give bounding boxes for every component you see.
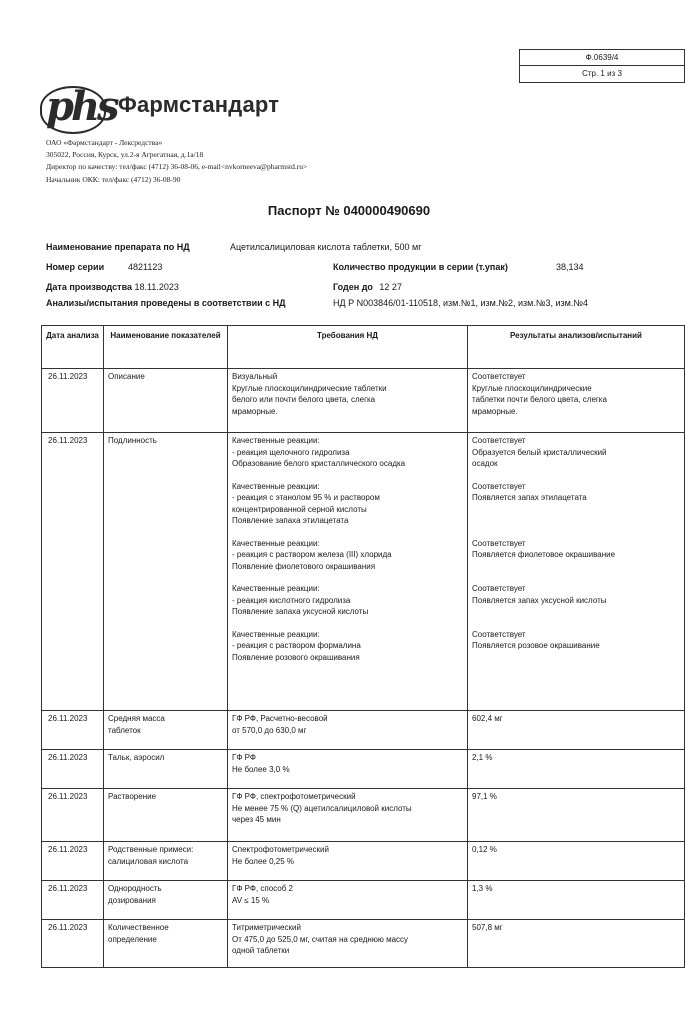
- requirement-line: Появление розового окрашивания: [232, 652, 360, 662]
- requirement-block: [232, 844, 463, 867]
- result-line: Образуется белый кристаллический: [472, 447, 607, 457]
- expiry-label: Годен до: [333, 282, 373, 292]
- org-line: Директор по качеству: тел/факс (4712) 36-08-06, e-mail<nvkorneeva@pharmstd.ru>: [46, 162, 308, 172]
- result-line: Появляется розовое окрашивание: [472, 641, 600, 650]
- table-row: [42, 789, 685, 842]
- result-block: [472, 583, 680, 618]
- header-requirements: Требования НД: [228, 326, 468, 369]
- result-line: [472, 561, 680, 573]
- cell-date: 26.11.2023: [42, 920, 104, 968]
- result-line: мраморные.: [472, 406, 518, 416]
- requirement-line: ГФ РФ, спектрофотометрический: [232, 792, 356, 801]
- cell-indicator: [104, 433, 228, 711]
- analysis-table: [41, 325, 685, 968]
- result-line: 507,8 мг: [472, 923, 503, 932]
- cell-requirements: [228, 789, 468, 842]
- result-block: [472, 435, 680, 470]
- requirement-line: - реакция щелочного гидролиза: [232, 447, 350, 457]
- org-line: ОАО «Фармстандарт - Лексредства»: [46, 138, 163, 147]
- cell-requirements: [228, 711, 468, 750]
- requirement-line: Образование белого кристаллического осадка: [232, 459, 406, 468]
- table-row: [42, 920, 685, 968]
- result-line: таблетки почти белого цвета, слегка: [472, 395, 607, 404]
- table-row: [42, 711, 685, 750]
- quantity-value: 38,134: [556, 262, 584, 272]
- table-row: [42, 433, 685, 711]
- indicator-line: Средняя масса: [108, 714, 165, 723]
- result-line: [472, 515, 680, 527]
- requirement-line: одной таблетки: [232, 946, 290, 955]
- cell-date: 26.11.2023: [42, 433, 104, 711]
- requirement-block: [232, 713, 463, 736]
- requirement-line: Титриметрический: [232, 923, 301, 932]
- cell-indicator: [104, 750, 228, 789]
- requirement-line: Не более 3,0 %: [232, 764, 290, 774]
- result-block: [472, 752, 680, 764]
- result-line: [472, 652, 680, 664]
- org-line: 305022, Россия, Курск, ул.2-я Агрегатная, д.1а/18: [46, 150, 204, 160]
- result-line: Соответствует: [472, 584, 526, 593]
- requirement-line: через 45 мин: [232, 815, 281, 824]
- indicator-line: Однородность: [108, 884, 162, 893]
- requirement-block: [232, 883, 463, 906]
- cell-indicator: [104, 711, 228, 750]
- result-line: 0,12 %: [472, 845, 497, 854]
- result-block: [472, 481, 680, 527]
- result-block: [472, 791, 680, 803]
- requirement-line: От 475,0 до 525,0 мг, считая на среднюю массу: [232, 934, 409, 944]
- cell-date: 26.11.2023: [42, 369, 104, 433]
- cell-results: [468, 881, 685, 920]
- cell-date: 26.11.2023: [42, 750, 104, 789]
- requirement-line: Появление фиолетового окрашивания: [232, 561, 376, 571]
- indicator-line: дозирования: [108, 895, 156, 905]
- cell-results: [468, 433, 685, 711]
- indicator-line: салициловая кислота: [108, 856, 189, 866]
- requirement-line: белого или почти белого цвета, слегка: [232, 395, 376, 404]
- requirement-line: ГФ РФ, способ 2: [232, 884, 293, 893]
- requirement-block: [232, 481, 463, 527]
- cell-results: [468, 789, 685, 842]
- requirement-block: [232, 922, 463, 957]
- requirement-line: - реакция кислотного гидролиза: [232, 595, 351, 605]
- cell-date: 26.11.2023: [42, 842, 104, 881]
- cell-results: [468, 750, 685, 789]
- result-block: [472, 713, 680, 725]
- indicator-line: определение: [108, 934, 157, 944]
- page-counter: Стр. 1 из 3: [582, 69, 622, 78]
- requirement-line: концентрированной серной кислоты: [232, 504, 367, 514]
- requirement-line: Качественные реакции:: [232, 538, 320, 548]
- document-title: Паспорт № 040000490690: [267, 203, 431, 218]
- result-line: [472, 504, 680, 516]
- result-line: [472, 606, 680, 618]
- requirement-line: - реакция с этанолом 95 % и раствором: [232, 493, 380, 502]
- drug-value: Ацетилсалициловая кислота таблетки, 500 мг: [230, 242, 422, 252]
- requirement-block: [232, 435, 463, 470]
- cell-date: 26.11.2023: [42, 881, 104, 920]
- indicator-line: Родственные примеси:: [108, 845, 194, 854]
- header-results: Результаты анализов/испытаний: [468, 326, 685, 369]
- cell-requirements: [228, 920, 468, 968]
- indicator-line: таблеток: [108, 725, 141, 735]
- cell-date: 26.11.2023: [42, 711, 104, 750]
- production-date-value: 18.11.2023: [134, 282, 179, 292]
- form-code: Ф.0639/4: [520, 50, 684, 66]
- result-block: [472, 883, 680, 895]
- requirement-line: Качественные реакции:: [232, 584, 320, 593]
- result-line: Соответствует: [472, 372, 526, 381]
- cell-indicator: [104, 369, 228, 433]
- indicator-line: Тальк, аэросил: [108, 753, 165, 762]
- requirement-block: [232, 791, 463, 826]
- result-block: [472, 922, 680, 934]
- cell-indicator: [104, 920, 228, 968]
- cell-requirements: [228, 750, 468, 789]
- requirement-line: Появление запаха уксусной кислоты: [232, 607, 369, 616]
- table-row: [42, 369, 685, 433]
- cell-requirements: [228, 369, 468, 433]
- indicator-line: Описание: [108, 372, 145, 381]
- requirement-line: от 570,0 до 630,0 мг: [232, 725, 307, 735]
- requirement-line: ГФ РФ, Расчетно-весовой: [232, 714, 328, 723]
- series-value: 4821123: [128, 262, 163, 272]
- table-row: [42, 881, 685, 920]
- requirement-line: Спектрофотометрический: [232, 845, 329, 854]
- requirement-line: мраморные.: [232, 406, 278, 416]
- cell-requirements: [228, 433, 468, 711]
- result-line: Соответствует: [472, 481, 526, 491]
- requirement-line: Качественные реакции:: [232, 481, 320, 491]
- result-line: осадок: [472, 459, 498, 468]
- requirement-line: Качественные реакции:: [232, 629, 320, 639]
- organization-details: [46, 137, 307, 186]
- table-header-row: [42, 326, 685, 369]
- cell-requirements: [228, 842, 468, 881]
- company-logo: [40, 83, 280, 134]
- cell-indicator: [104, 789, 228, 842]
- requirement-line: ГФ РФ: [232, 753, 256, 762]
- org-line: Начальник ОКК: тел/факс (4712) 36-08-90: [46, 174, 181, 184]
- result-line: Соответствует: [472, 629, 526, 639]
- requirement-block: [232, 629, 463, 664]
- cell-results: [468, 920, 685, 968]
- logo-mark-text: phs: [46, 83, 117, 130]
- requirement-line: AV ≤ 15 %: [232, 895, 270, 905]
- requirement-line: Качественные реакции:: [232, 436, 320, 445]
- result-block: [472, 844, 680, 856]
- requirement-line: Не менее 75 % (Q) ацетилсалициловой кислоты: [232, 803, 412, 813]
- indicator-line: Количественное: [108, 923, 169, 932]
- result-line: 1,3 %: [472, 884, 493, 893]
- result-line: Соответствует: [472, 538, 526, 548]
- result-line: Соответствует: [472, 436, 526, 445]
- requirement-line: Не более 0,25 %: [232, 856, 294, 866]
- result-block: [472, 629, 680, 664]
- result-line: Круглые плоскоцилиндрические: [472, 383, 592, 393]
- table-body: [42, 369, 685, 968]
- requirement-block: [232, 583, 463, 618]
- requirement-line: Круглые плоскоцилиндрические таблетки: [232, 383, 387, 393]
- requirement-line: - реакция с раствором железа (III) хлорида: [232, 550, 392, 559]
- form-code-box: [519, 49, 685, 83]
- cell-results: [468, 711, 685, 750]
- tests-basis-label: Анализы/испытания проведены в соответствии с НД: [46, 298, 286, 308]
- requirement-line: Визуальный: [232, 372, 278, 381]
- cell-indicator: [104, 881, 228, 920]
- cell-requirements: [228, 881, 468, 920]
- production-date-label: Дата производства: [46, 282, 132, 292]
- header-date: Дата анализа: [42, 326, 104, 369]
- requirement-block: [232, 752, 463, 775]
- cell-date: 26.11.2023: [42, 789, 104, 842]
- requirement-block: [232, 538, 463, 573]
- header-indicator: Наименование показателей: [104, 326, 228, 369]
- table-row: [42, 750, 685, 789]
- quantity-label: Количество продукции в серии (т.упак): [333, 262, 508, 272]
- result-line: Появляется запах уксусной кислоты: [472, 595, 607, 605]
- result-line: Появляется фиолетовое окрашивание: [472, 550, 616, 559]
- cell-results: [468, 369, 685, 433]
- requirement-block: [232, 371, 463, 417]
- cell-indicator: [104, 842, 228, 881]
- indicator-line: Подлинность: [108, 436, 157, 445]
- result-line: 97,1 %: [472, 792, 497, 801]
- drug-label: Наименование препарата по НД: [46, 242, 190, 252]
- result-block: [472, 371, 680, 417]
- result-block: [472, 538, 680, 573]
- expiry-value: 12 27: [379, 282, 402, 292]
- result-line: 2,1 %: [472, 753, 493, 762]
- table-row: [42, 842, 685, 881]
- logo-company-name: Фармстандарт: [118, 92, 280, 117]
- requirement-line: Появление запаха этилацетата: [232, 516, 349, 525]
- result-line: 602,4 мг: [472, 714, 503, 723]
- result-line: Появляется запах этилацетата: [472, 493, 587, 502]
- series-label: Номер серии: [46, 262, 105, 272]
- cell-results: [468, 842, 685, 881]
- indicator-line: Растворение: [108, 792, 157, 801]
- tests-basis-value: НД Р N003846/01-110518, изм.№1, изм.№2, изм.№3, изм.№4: [333, 298, 589, 308]
- requirement-line: - реакция с раствором формалина: [232, 641, 361, 650]
